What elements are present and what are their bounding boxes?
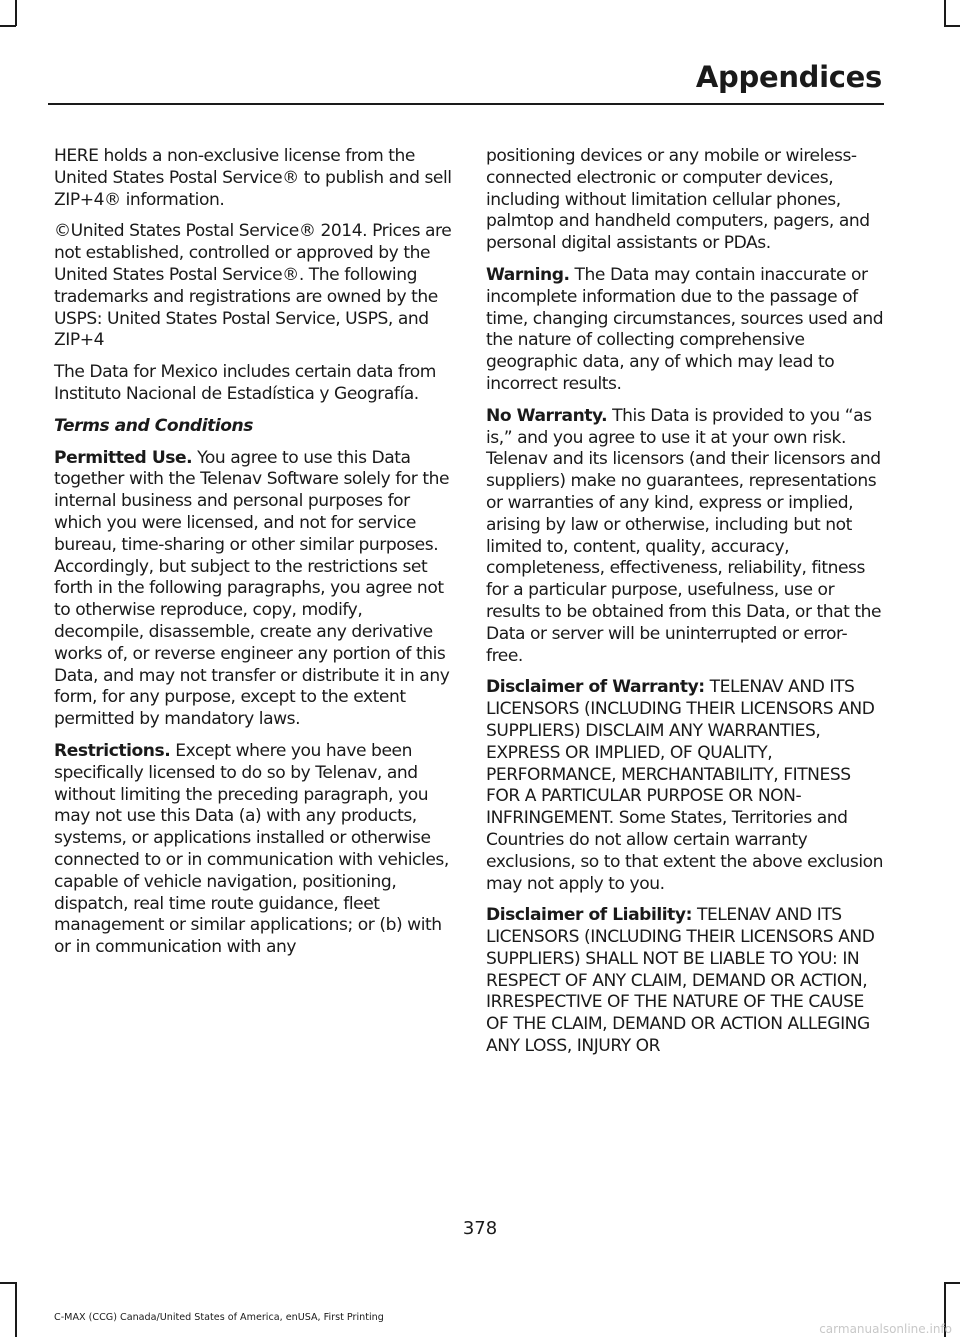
header-divider bbox=[48, 103, 884, 105]
permitted-use-label: Permitted Use. bbox=[54, 447, 193, 468]
paragraph-no-warranty bbox=[486, 406, 884, 668]
page-number: 378 bbox=[462, 1218, 498, 1239]
crop-mark-top-right-h bbox=[944, 25, 960, 27]
page-title: Appendices bbox=[695, 60, 882, 94]
no-warranty-text: This Data is provided to you “as is,” and you agree to use it at your own risk. Telenav and its licensors (and their licensors and suppliers) make no guarantees, representations or warranties of any kind, express or implied, arising by law or otherwise, including but not limited to, content, quality, accuracy, completeness, effectiveness, reliability, fitness for a particular purpose, usefulness, use or results to be obtained from this Data, or that the Data or server will be uninterrupted or error-free. bbox=[486, 405, 882, 666]
permitted-use-text: You agree to use this Data together with the Telenav Software solely for the internal business and personal purposes for which you were licensed, and not for service bureau, time-sharing or other similar purposes. Accordingly, but subject to the restrictions set forth in the following paragraphs, you agree not to otherwise reproduce, copy, modify, decompile, disassemble, create any derivative works of, or reverse engineer any portion of this Data, and may not transfer or distribute it in any form, for any purpose, except to the extent permitted by mandatory laws. bbox=[54, 447, 450, 730]
paragraph-warning bbox=[486, 265, 884, 396]
crop-mark-top-left-h bbox=[0, 25, 16, 27]
paragraph-restrictions bbox=[54, 741, 452, 959]
paragraph-mexico-data: The Data for Mexico includes certain data from Instituto Nacional de Estadística y Geografía. bbox=[54, 362, 436, 404]
paragraph-disclaimer-liability bbox=[486, 905, 884, 1058]
warning-label: Warning. bbox=[486, 264, 570, 285]
right-column bbox=[486, 146, 884, 1068]
watermark: carmanualsonline.info bbox=[819, 1322, 952, 1336]
disclaimer-warranty-label: Disclaimer of Warranty: bbox=[486, 677, 705, 698]
crop-mark-bottom-left bbox=[15, 1282, 17, 1337]
paragraph-permitted-use bbox=[54, 448, 452, 731]
disclaimer-warranty-text: TELENAV AND ITS LICENSORS (INCLUDING THEIR LICENSORS AND SUPPLIERS) DISCLAIM ANY WARRANTIES, EXPRESS OR IMPLIED, OF QUALITY, PERFORMANCE, MERCHANTABILITY, FITNESS FOR A PARTICULAR PURPOSE OR NON-INFRINGEMENT. Some States, Territories and Countries do not allow certain warranty exclusions, so to that extent the above exclusion may not apply to you. bbox=[486, 677, 884, 894]
restrictions-label: Restrictions. bbox=[54, 740, 171, 761]
disclaimer-liability-label: Disclaimer of Liability: bbox=[486, 905, 692, 926]
paragraph-devices: positioning devices or any mobile or wireless-connected electronic or computer devices, including without limitation cellular phones, palmtop and handheld computers, pagers, and personal digital assistants or PDAs. bbox=[486, 146, 870, 254]
terms-heading: Terms and Conditions bbox=[54, 415, 253, 436]
paragraph-disclaimer-warranty bbox=[486, 677, 884, 895]
crop-mark-top-right bbox=[944, 0, 946, 26]
paragraph-usps-license: HERE holds a non-exclusive license from the United States Postal Service® to publish and sell ZIP+4® information. bbox=[54, 146, 452, 210]
disclaimer-liability-text: TELENAV AND ITS LICENSORS (INCLUDING THEIR LICENSORS AND SUPPLIERS) SHALL NOT BE LIABLE TO YOU: IN RESPECT OF ANY CLAIM, DEMAND OR ACTION, IRRESPECTIVE OF THE NATURE OF THE CAUSE OF THE CLAIM, DEMAND OR ACTION ALLEGING ANY LOSS, INJURY OR bbox=[486, 905, 875, 1057]
crop-mark-top-left bbox=[15, 0, 17, 26]
crop-mark-bottom-left-h bbox=[0, 1282, 16, 1284]
restrictions-text: Except where you have been specifically licensed to do so by Telenav, and without limiting the preceding paragraph, you may not use this Data (a) with any products, systems, or applications installed or otherwise connected to or in communication with vehicles, capable of vehicle navigation, positioning, dispatch, real time route guidance, fleet management or similar applications; or (b) with or in communication with any bbox=[54, 740, 449, 958]
left-column bbox=[54, 146, 452, 969]
warning-text: The Data may contain inaccurate or incomplete information due to the passage of time, changing circumstances, sources used and the nature of collecting comprehensive geographic data, any of which may lead to incorrect results. bbox=[486, 264, 884, 394]
no-warranty-label: No Warranty. bbox=[486, 405, 608, 426]
crop-mark-bottom-right-h bbox=[944, 1282, 960, 1284]
paragraph-usps-copyright: ©United States Postal Service® 2014. Prices are not established, controlled or approved by the United States Postal Service®. The following trademarks and registrations are owned by the USPS: United States Postal Service, USPS, and ZIP+4 bbox=[54, 221, 452, 351]
footer-edition: C-MAX (CCG) Canada/United States of America, enUSA, First Printing bbox=[54, 1312, 384, 1323]
